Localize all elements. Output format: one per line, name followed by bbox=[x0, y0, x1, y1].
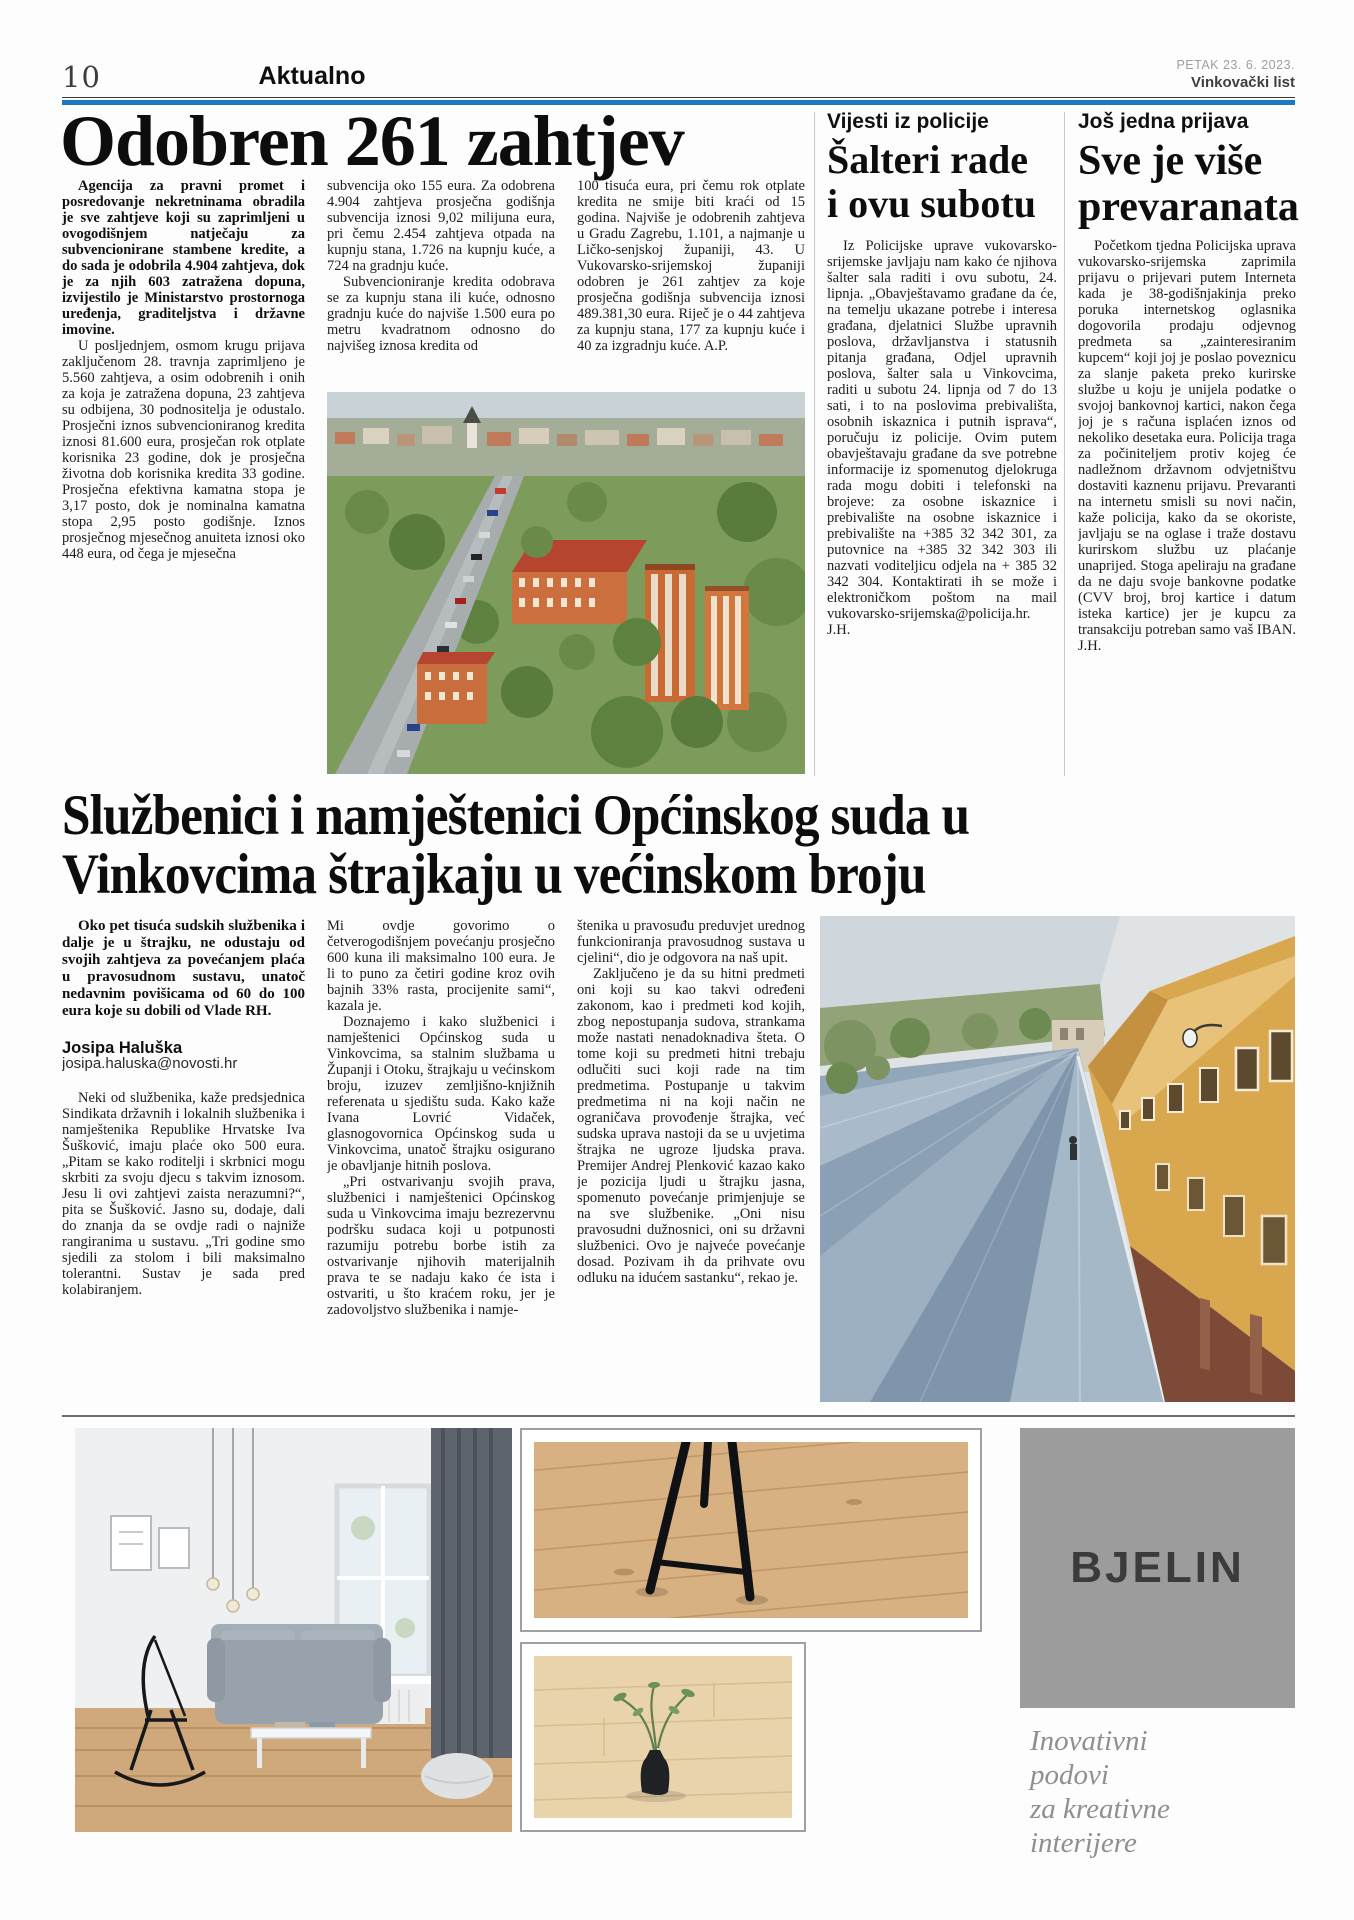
ad-slogan-line: podovi bbox=[1030, 1759, 1109, 1791]
fraud-news-headline-line1: Sve je više bbox=[1078, 138, 1263, 184]
fraud-news-kicker: Još jedna prijava bbox=[1078, 110, 1249, 133]
article2-col2-paragraph: Mi ovdje govorimo o četverogodišnjem povećanju prosječno 600 kuna ili maksimalno 100 eura. Je li to puno za četiri godine kroz ovih bajnih 33% rasta, procijenite sami“, kazala je. bbox=[327, 918, 555, 1014]
ad-floor-vase-frame bbox=[520, 1642, 806, 1832]
article2-headline bbox=[62, 786, 1302, 904]
article1-col1 bbox=[62, 178, 305, 654]
column-divider bbox=[1064, 112, 1065, 776]
article1-col2-paragraph: subvencija oko 155 eura. Za odobrena 4.904 zahtjeva prosječna godišnja subvencija iznosi 9,02 milijuna eura, pri čemu 2.454 zahtjeva otpada na kupnju stana, 1.726 na kupnju kuće, a 724 na gradnju kuće. bbox=[327, 178, 555, 274]
police-news-headline-line1: Šalteri rade bbox=[827, 137, 1029, 182]
fraud-news-body bbox=[1078, 238, 1296, 778]
police-news-body bbox=[827, 238, 1057, 778]
police-news-headline-line2: i ovu subotu bbox=[827, 181, 1036, 226]
fraud-news-paragraph: Početkom tjedna Policijska uprava vukovarsko-srijemska zaprimila prijavu o prijevari putem Interneta kada je 38-godišnjakinja preko poruka internetskog oglasnika dogovorila prodaju odjevnog predmeta sa „zainteresiranim kupcem“ koji joj je poslao poveznicu za slanje paketa preko kurirske službe u koju je unijela podatke o svojoj bankovnoj kartici, nakon čega joj je s računa isplaćen iznos od nekoliko desetaka eura. Policija traga za počiniteljem protiv kojeg će nadležnom državnom odvjetništvu dostaviti kaznenu prijavu. Prevaranti na internetu smisli su novi način, kaže policija, kako da se okoriste, javljaju se na oglase i traže dostavu kurirskom službu uz plaćanje unaprijed. Stoga apeliraju na građane da ne daju svoje bankovne podatke (CVV broj, broj kartice i datum isteka kartice) jer je kupcu za transakciju potreban samo vaš IBAN. J.H. bbox=[1078, 238, 1296, 654]
article1-col3-paragraph: 100 tisuća eura, pri čemu rok otplate kredita ne smije biti kraći od 15 godina. Najviše je odobrenih zahtjeva u Gradu Zagrebu, 1.101, a najmanje u Ličko-senjskoj županiji, 43. U Vukovarsko-srijemskoj županiji odobren je 261 zahtjev za koje prosječna godišnja subvencija iznosi 489.381,30 eura. Riječ je o 44 zahtjeva za kupnju stana, 177 za kupnju kuće i 40 za izgradnju kuće. A.P. bbox=[577, 178, 805, 354]
header-rule-thin bbox=[62, 97, 1295, 98]
floor-chair-illustration bbox=[534, 1442, 968, 1618]
publication-name: Vinkovački list bbox=[1191, 74, 1295, 91]
section-title: Aktualno bbox=[258, 62, 366, 90]
ad-slogan-line: za kreativne bbox=[1030, 1793, 1170, 1825]
article2-col2-paragraph: „Pri ostvarivanju svojih prava, službenici i namještenici Općinskog suda u Vinkovcima imaju bezrezervnu podršku sudaca koji u potpunosti razumiju potrebu borbe istih za ostvarivanje njihovih materijalnih prava te se nadaju kako će ista i ostvariti, u što kraćem roku, jer je zadovoljstvo službenika i namje- bbox=[327, 1174, 555, 1318]
ad-slogan-line: interijere bbox=[1030, 1827, 1137, 1859]
column-divider bbox=[814, 112, 815, 776]
ad-floor-vase-photo bbox=[534, 1656, 792, 1818]
article2-col1 bbox=[62, 918, 305, 1404]
article2-col3 bbox=[577, 918, 805, 1404]
street-photo bbox=[820, 916, 1295, 1402]
aerial-town-photo bbox=[327, 392, 805, 774]
fraud-news-headline bbox=[1078, 138, 1302, 230]
fraud-news-headline-line2: prevaranata bbox=[1078, 184, 1299, 230]
police-news-paragraph: Iz Policijske uprave vukovarsko-srijemske javljaju nam kako će njihova šalter sala raditi i ovu subotu, 24. lipnja. „Obavještavamo građane da će, na temelju ukazane potrebe i interesa građana, djelatnici Službe upravnih poslova, državljanstva i statusnih pitanja građana, Odjel upravnih poslova, šalter sala u Vinkovcima, raditi u subotu 24. lipnja od 7 do 13 sati, i to na poslovima prebivališta, osobnih iskaznica i putnih isprava“, poručuju iz policije. Ovim putem obavještavaju građane da sve potrebne informacije iz spomenutog djelokruga rada mogu dobiti i telefonski na brojeve: za osobne iskaznice i prebivalište na osobne iskaznice i prebivalište na +385 32 342 301, za putovnice na +385 32 342 303 ili nazvati voditeljicu odjela na + 385 32 342 304. Kontaktirati ih se može i elektroničkom poštom na mail vukovarsko-srijemska@policija.hr. J.H. bbox=[827, 238, 1057, 638]
article2-lead: Oko pet tisuća sudskih službenika i dalje je u štrajku, ne odustaju od svojih zahtjeva za povećanjem plaća u pravosudnom sustavu, unatoč nedavnim povišicama od 60 do 100 eura koje su dobili od Vlade RH. bbox=[62, 918, 305, 1019]
article1-headline: Odobren 261 zahtjev bbox=[60, 101, 684, 181]
ad-slogan-line: Inovativni bbox=[1030, 1725, 1148, 1757]
article2-col2-paragraph: Doznajemo i kako službenici i namještenici Općinskog suda u Vinkovcima, sa stalnim službama u Županji i Otoku, štrajkaju u većinskom broju, izuzev zemljišno-knjižnih referenata u sjedištu suda. Kako kaže Ivana Lovrić Vidaček, glasnogovornica Općinskog suda u Vinkovcima, unatoč štrajku osigurano je obavljanje hitnih poslova. bbox=[327, 1014, 555, 1174]
article1-col1-paragraph: U posljednjem, osmom krugu prijava zaključenom 28. travnja zaprimljeno je 5.560 zahtjeva, a osim odobrenih i onih za koja je zatražena dopuna, 23 zahtjeva su odbijena, 30 podnositelja je odustalo. Prosječni iznos subvencioniranog kredita iznosi 81.600 eura, prosječan rok otplate korisnika 23 godine, dok je prosječna životna dob korisnika kredita 33 godine. Prosječna efektivna kamatna stopa je 3,17 posto, dok je nominalna kamatna stopa 2,95 posto godišnje. Iznos prosječnog mjesečnog anuiteta iznosi oko 448 eura, od čega je mjesečna bbox=[62, 338, 305, 562]
byline-author: Josipa Haluška bbox=[62, 1039, 183, 1057]
article2-col3-paragraph: Zaključeno je da su hitni predmeti oni koji su kao takvi određeni zakonom, kao i predmeti kod kojih, zbog nepostupanja sudova, strankama može nastati nenadoknadiva šteta. O tome koji su predmeti hitni trebaju odlučiti suci koji rade na tim predmetima. Postupanje u takvim predmetima ni na koji način ne ograničava provođenje štrajka, već sudska uprava nastoji da se u uvjetima štrajka ne ugroze ljudska prava. Premijer Andrej Plenković kazao kako je pozicija ljudi u štrajku jasna, spomenuto povećanje primjenjuje se na sve službenike. „Oni nisu pravosudni dužnosnici, oni su državni službenici. Ovo je najveće povećanje dosad. Pozivam ih da prihvate ovu odluku na idućem sastanku“, rekao je. bbox=[577, 966, 805, 1286]
ad-floor-chair-frame bbox=[520, 1428, 982, 1632]
ad-slogan bbox=[1030, 1724, 1290, 1860]
page-number: 10 bbox=[62, 60, 101, 94]
ad-brand-logo: BJELIN bbox=[1070, 1543, 1245, 1592]
article2-col1-paragraph: Neki od službenika, kaže predsjednica Sindikata državnih i lokalnih službenika i namještenika Republike Hrvatske Iva Šušković, imaju plaće oko 500 eura. „Pitam se kako roditelji i skrbnici mogu skrbiti za svoju djecu s takvim iznosom. Jesu li ovi zahtjevi zaista nerazumni?“, pita se Šušković. Jasno su, dodaje, dali do znanja da se ovdje radi o najniže rangiranima u sustavu. „Tri godine smo sjedili za stolom i bili maksimalno tolerantni. Sustav je sada pred kolabiranjem. bbox=[62, 1090, 305, 1298]
ad-brand-logo-box bbox=[1020, 1428, 1295, 1708]
article2-col2 bbox=[327, 918, 555, 1404]
article1-lead: Agencija za pravni promet i posredovanje nekretninama obradila je sve zahtjeve koji su zaprimljeni u ovogodišnjem natječaju za subvencionirane stambene kredite, a do sada je odobrila 4.904 zahtjeva, dok je za njih 603 zatražena dopuna, izvijestilo je Ministarstvo prostornoga uređenja, graditeljstva i državne imovine. bbox=[62, 178, 305, 338]
article2-headline-line1: Službenici i namještenici Općinskog suda u bbox=[62, 784, 970, 847]
floor-vase-illustration bbox=[534, 1656, 792, 1818]
aerial-town-illustration bbox=[327, 392, 805, 774]
byline-email: josipa.haluska@novosti.hr bbox=[62, 1055, 238, 1072]
article1-col2-paragraph: Subvencioniranje kredita odobrava se za kupnju stana ili kuće, odnosno gradnju kuće do najviše 1.500 eura po metru kvadratnom odnosno do najvišeg iznosa kredita od bbox=[327, 274, 555, 354]
police-news-headline bbox=[827, 138, 1063, 226]
police-news-kicker: Vijesti iz policije bbox=[827, 110, 989, 133]
article1-col2 bbox=[327, 178, 555, 388]
article1-col3 bbox=[577, 178, 805, 388]
article2-headline-line2: Vinkovcima štrajkaju u većinskom broju bbox=[62, 843, 926, 906]
issue-date: PETAK 23. 6. 2023. bbox=[1176, 58, 1295, 72]
article2-col3-paragraph: štenika u pravosuđu preduvjet urednog funkcioniranja pravosudnog sustava u cjelini“, dio je odgovora na naš upit. bbox=[577, 918, 805, 966]
ad-livingroom-photo bbox=[75, 1428, 512, 1832]
livingroom-illustration bbox=[75, 1428, 512, 1832]
street-illustration bbox=[820, 916, 1295, 1402]
ad-floor-chair-photo bbox=[534, 1442, 968, 1618]
ad-separator-rule bbox=[62, 1415, 1295, 1417]
